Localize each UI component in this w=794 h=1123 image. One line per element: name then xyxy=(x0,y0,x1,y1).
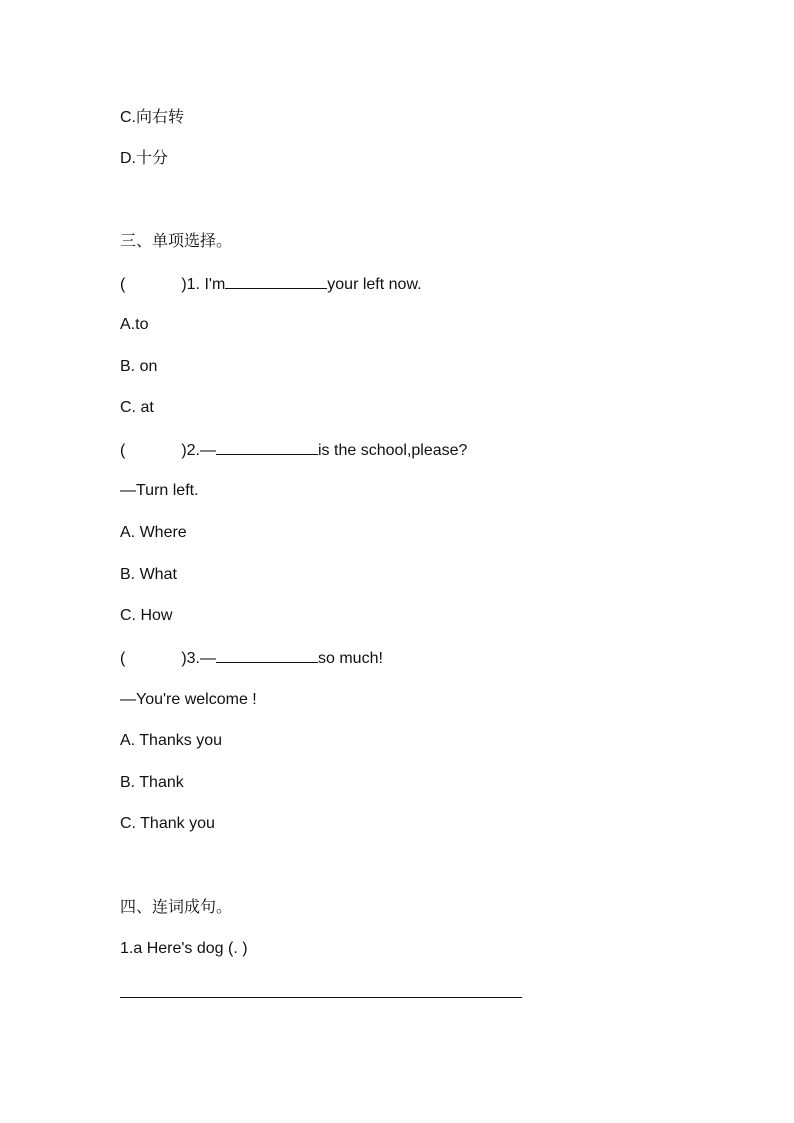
question-prefix: )2.— xyxy=(181,442,216,459)
section2-option-c: C.向右转 xyxy=(120,109,185,126)
question-1-option-c: C. at xyxy=(120,399,154,416)
question-2-reply: —Turn left. xyxy=(120,482,199,499)
question-1-option-a: A.to xyxy=(120,316,149,333)
question-3-option-c: C. Thank you xyxy=(120,815,215,832)
question-paren: ( xyxy=(120,650,126,667)
question-2-option-a: A. Where xyxy=(120,524,187,541)
answer-blank[interactable] xyxy=(225,274,327,289)
question-3 xyxy=(120,648,383,669)
section4-question-1: 1.a Here's dog (. ) xyxy=(120,940,248,957)
question-suffix: so much! xyxy=(318,650,383,667)
question-1 xyxy=(120,274,422,295)
answer-line[interactable] xyxy=(120,997,522,998)
question-suffix: your left now. xyxy=(327,276,422,293)
question-paren: ( xyxy=(120,442,126,459)
question-prefix: )1. I'm xyxy=(181,276,226,293)
section4-heading: 四、连词成句。 xyxy=(120,899,233,916)
question-suffix: is the school,please? xyxy=(318,442,468,459)
question-3-option-a: A. Thanks you xyxy=(120,732,222,749)
question-3-reply: —You're welcome ! xyxy=(120,691,257,708)
question-2-option-c: C. How xyxy=(120,607,173,624)
question-2-option-b: B. What xyxy=(120,566,177,583)
question-2 xyxy=(120,440,467,461)
question-1-option-b: B. on xyxy=(120,358,158,375)
question-prefix: )3.— xyxy=(181,650,216,667)
section2-option-d: D.十分 xyxy=(120,150,169,167)
question-3-option-b: B. Thank xyxy=(120,774,184,791)
answer-blank[interactable] xyxy=(216,440,318,455)
question-paren: ( xyxy=(120,276,126,293)
section3-heading: 三、单项选择。 xyxy=(120,233,233,250)
answer-blank[interactable] xyxy=(216,648,318,663)
